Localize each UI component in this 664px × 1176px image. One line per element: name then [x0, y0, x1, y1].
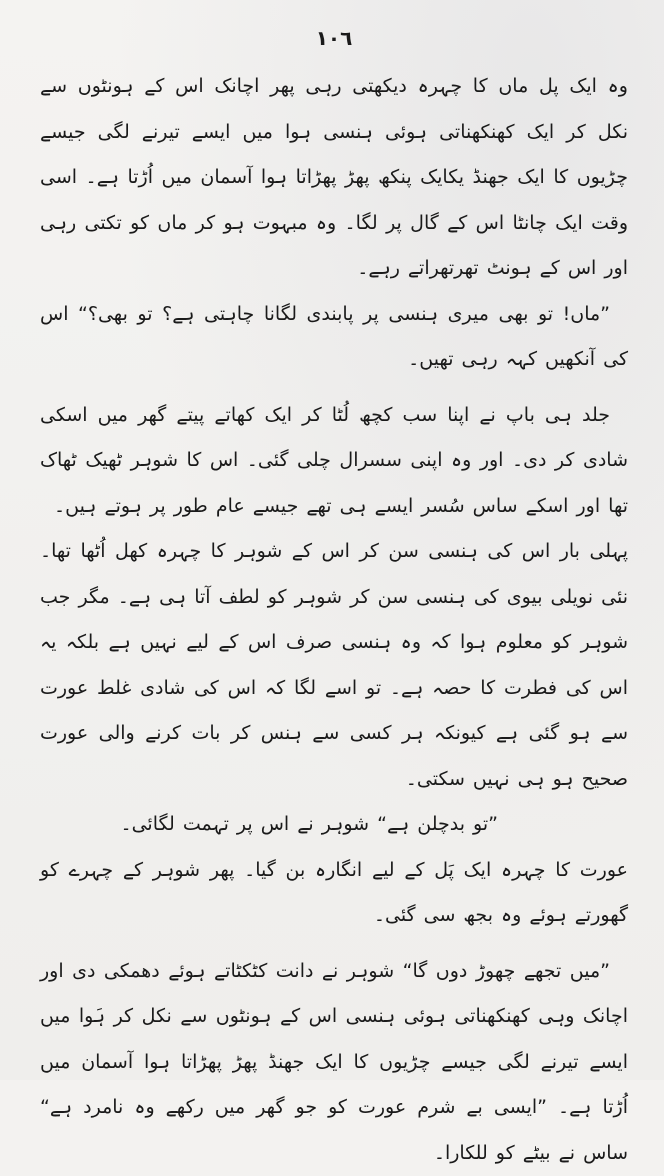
paragraph-1: وہ ایک پل ماں کا چہرہ دیکھتی رہی پھر اچانک اس کے ہونٹوں سے نکل کر ایک کھنکھناتی ہوئی ہنسی ہوا میں ایسے تیرنے لگی جیسے چڑیوں کا ایک جھنڈ یکایک پنکھ پھڑ پھڑاتا ہوا آسمان میں اُڑتا ہے۔ اسی وقت ایک چانٹا اس کے گال پر لگا۔ وہ مبہوت ہو کر ماں کو تکتی رہی اور اس کے ہونٹ تھرتھراتے رہے۔	[40, 64, 628, 292]
paragraph-7: ”میں تجھے چھوڑ دوں گا“ شوہر نے دانت کٹکٹاتے ہوئے دھمکی دی اور اچانک وہی کھنکھناتی ہوئی ہنسی اس کے ہونٹوں سے نکل کر ہَوا میں ایسے تیرنے لگی جیسے چڑیوں کا ایک جھنڈ پھڑ پھڑاتا ہوا آسمان میں اُڑتا ہے۔ ”ایسی بے شرم عورت کو جو گھر میں رکھے وہ نامرد ہے“ ساس نے بیٹے کو للکارا۔	[40, 949, 628, 1176]
paragraph-3: جلد ہی باپ نے اپنا سب کچھ لُٹا کر ایک کھاتے پیتے گھر میں اسکی شادی کر دی۔ اور وہ اپنی سسرال چلی گئی۔ اس کا شوہر ٹھیک ٹھاک تھا اور اسکے ساس سُسر ایسے ہی تھے جیسے عام طور پر ہوتے ہیں۔	[40, 393, 628, 530]
story-text	[40, 64, 628, 1176]
paragraph-4: پہلی بار اس کی ہنسی سن کر اس کے شوہر کا چہرہ کھل اُٹھا تھا۔ نئی نویلی بیوی کی ہنسی سن کر شوہر کو لطف آتا ہی ہے۔ مگر جب شوہر کو معلوم ہوا کہ وہ ہنسی صرف اس کے لیے نہیں ہے بلکہ یہ اس کی فطرت کا حصہ ہے۔ تو اسے لگا کہ اس کی شادی غلط عورت سے ہو گئی ہے کیونکہ ہر کسی سے ہنس کر بات کرنے والی عورت صحیح ہو ہی نہیں سکتی۔	[40, 529, 628, 802]
paragraph-2: ”ماں! تو بھی میری ہنسی پر پابندی لگانا چاہتی ہے؟ تو بھی؟“ اس کی آنکھیں کہہ رہی تھیں۔	[40, 292, 628, 383]
page-number: ١٠٦	[40, 26, 628, 50]
paragraph-5: ”تو بدچلن ہے“ شوہر نے اس پر تہمت لگائی۔	[40, 802, 628, 848]
paragraph-6: عورت کا چہرہ ایک پَل کے لیے انگارہ بن گیا۔ پھر شوہر کے چہرے کو گھورتے ہوئے وہ بجھ سی گئی۔	[40, 848, 628, 939]
